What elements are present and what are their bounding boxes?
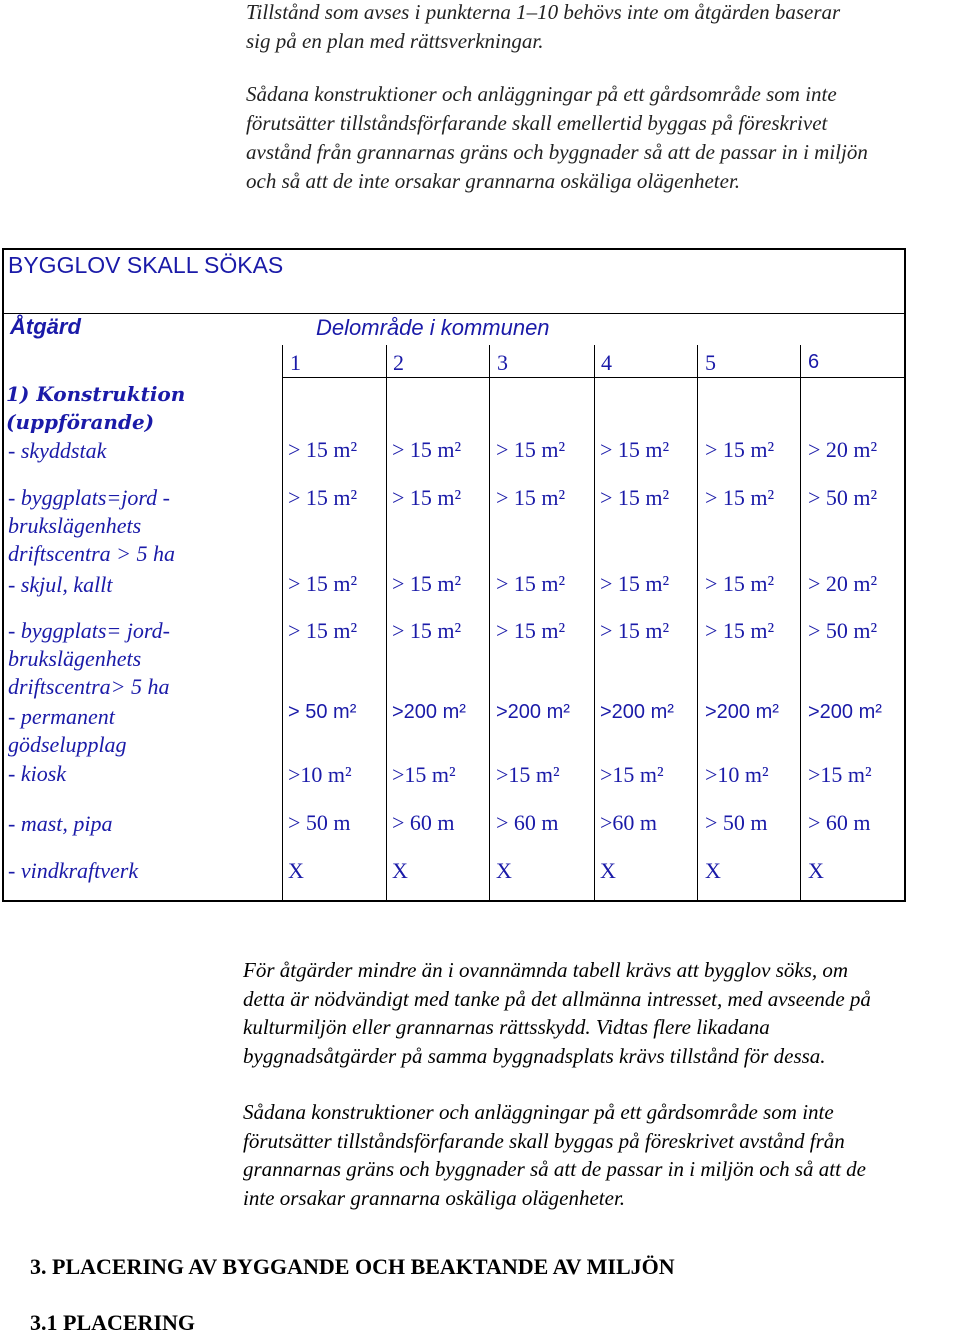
table-cell: > 50 m [705,810,768,835]
table-cell: > 15 m² [705,571,775,596]
row-label: - skyddstak [8,438,107,463]
table-cell: > 50 m² [808,485,878,510]
area-number: 4 [601,350,612,375]
table-cell: X [600,858,616,883]
table-rule [800,345,801,901]
table-cell: X [705,858,721,883]
table-cell: > 15 m² [496,571,566,596]
table-cell: >15 m² [808,762,872,787]
section-heading-3-1: 3.1 PLACERING [30,1310,196,1335]
row-label: - kiosk [8,761,67,786]
area-number: 3 [497,350,508,375]
area-number: 5 [705,350,716,375]
row-label: - mast, pipa [8,811,113,836]
table-cell: >200 m² [496,701,570,723]
table-cell: > 15 m² [496,618,566,643]
table-cell: > 15 m² [288,618,358,643]
table-cell: >15 m² [392,762,456,787]
table-rule [697,345,698,901]
row-label: - skjul, kallt [8,572,113,597]
table-cell: >200 m² [392,701,466,723]
after-paragraph-1: För åtgärder mindre än i ovannämnda tabell krävs att bygglov söks, om detta är nödvändigt med tanke på det allmänna intresset, med avseende på kulturmiljön eller grannarnas rättsskydd. Vidtas flere likadana byggnadsåtgärder på samma byggnadsplats krävs tillstånd för dessa. [243,958,871,1068]
table-cell: > 60 m [392,810,455,835]
table-rule [3,313,905,314]
row-label: - byggplats= jord- brukslägenhets driftscentra> 5 ha [8,618,170,699]
section-construction: 1) Konstruktion (uppförande) [6,382,186,434]
table-cell: > 15 m² [496,437,566,462]
table-rule [594,345,595,901]
table-cell: > 15 m² [392,571,462,596]
table-cell: > 50 m² [288,701,357,723]
table-rule [489,345,490,901]
column-header-area: Delområde i kommunen [316,315,550,340]
row-label: - permanent gödselupplag [8,704,127,757]
table-cell: > 60 m [808,810,871,835]
table-cell: >15 m² [496,762,560,787]
table-cell: > 60 m [496,810,559,835]
table-cell: X [808,858,824,883]
table-cell: > 50 m [288,810,351,835]
section-heading-3: 3. PLACERING AV BYGGANDE OCH BEAKTANDE AV MILJÖN [30,1254,675,1279]
intro-paragraph-1: Tillstånd som avses i punkterna 1–10 behövs inte om åtgärden baserar sig på en plan med rättsverkningar. [246,0,841,53]
area-number: 1 [290,350,301,375]
table-cell: > 15 m² [496,485,566,510]
table-cell: X [496,858,512,883]
table-cell: X [392,858,408,883]
table-cell: > 50 m² [808,618,878,643]
table-cell: > 15 m² [705,618,775,643]
table-cell: >10 m² [705,762,769,787]
area-number: 6 [808,351,820,373]
table-cell: > 20 m² [808,437,878,462]
column-header-action: Åtgärd [10,314,81,339]
table-cell: > 15 m² [288,571,358,596]
table-cell: > 15 m² [705,485,775,510]
table-cell: > 15 m² [600,618,670,643]
table-cell: X [288,858,304,883]
area-number: 2 [393,350,404,375]
table-rule [386,345,387,901]
table-cell: > 15 m² [705,437,775,462]
table-cell: > 20 m² [808,571,878,596]
row-label: - byggplats=jord - brukslägenhets driftscentra > 5 ha [8,485,176,566]
table-cell: > 15 m² [600,485,670,510]
table-cell: >15 m² [600,762,664,787]
intro-paragraph-2: Sådana konstruktioner och anläggningar på ett gårdsområde som inte förutsätter tillståndsförfarande skall emellertid byggas på föreskrivet avstånd från grannarnas gräns och byggnader så att de passar in i miljön och så att de inte orsakar grannarna oskäliga olägenheter. [246,82,868,193]
after-paragraph-2: Sådana konstruktioner och anläggningar på ett gårdsområde som inte förutsätter tillståndsförfarande skall byggas på föreskrivet avstånd från grannarnas gräns och byggnader så att de passar in i miljön och så att de inte orsakar grannarna oskäliga olägenheter. [243,1100,866,1210]
table-cell: > 15 m² [392,485,462,510]
table-cell: > 15 m² [392,437,462,462]
table-cell: > 15 m² [288,437,358,462]
table-cell: > 15 m² [392,618,462,643]
table-cell: >200 m² [600,701,674,723]
table-title: BYGGLOV SKALL SÖKAS [8,252,284,278]
table-cell: > 15 m² [288,485,358,510]
table-rule [282,345,283,901]
table-cell: >200 m² [808,701,882,723]
table-cell: >60 m [600,810,658,835]
table-cell: >10 m² [288,762,352,787]
row-label: - vindkraftverk [8,858,139,883]
table-cell: > 15 m² [600,437,670,462]
table-cell: >200 m² [705,701,779,723]
table-cell: > 15 m² [600,571,670,596]
